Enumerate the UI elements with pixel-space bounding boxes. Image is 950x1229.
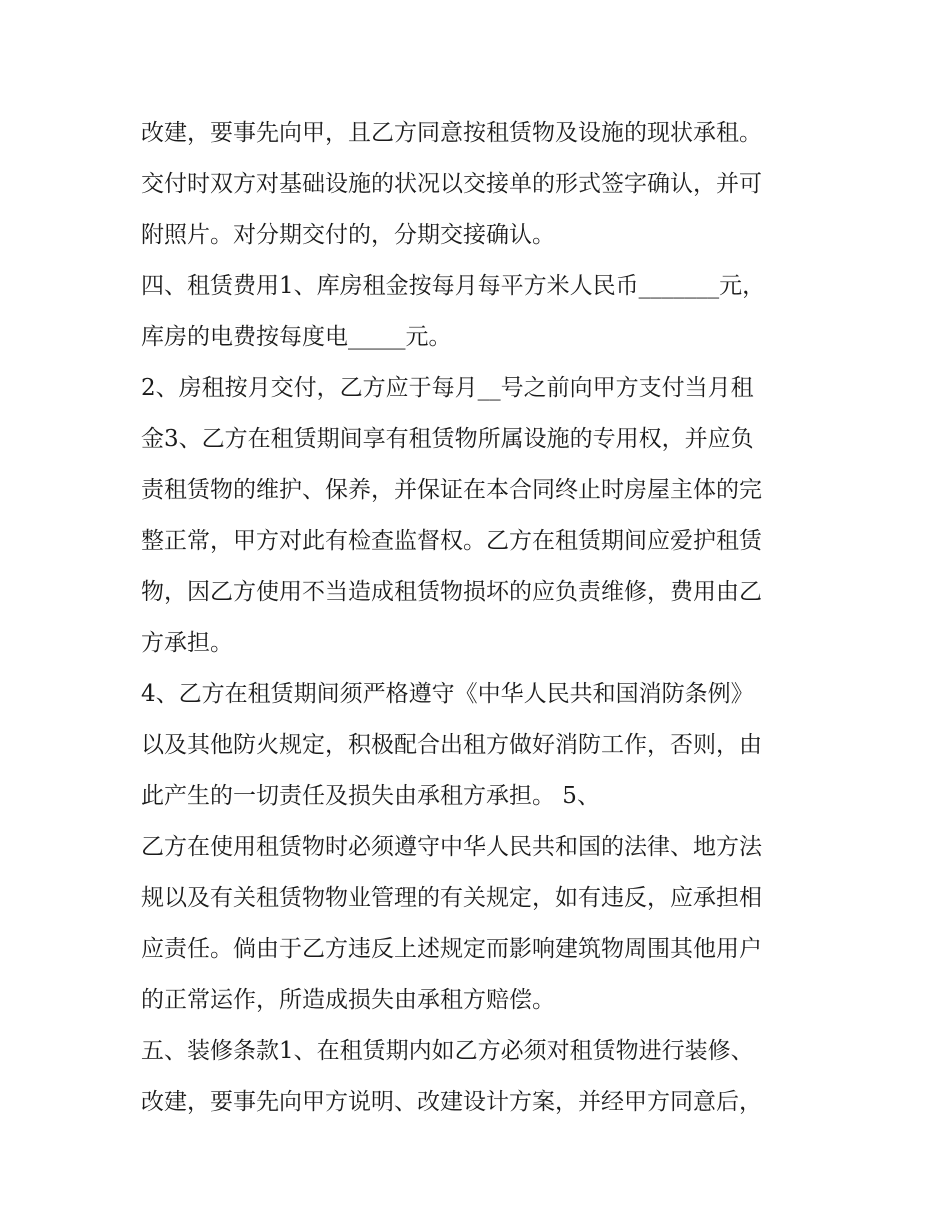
text-line: 乙方在使用租赁物时必须遵守中华人民共和国的法律、地方法 <box>141 834 762 860</box>
text-line: 整正常，甲方对此有检查监督权。乙方在租赁期间应爱护租赁 <box>141 528 762 554</box>
text-line: 规以及有关租赁物物业管理的有关规定，如有违反，应承担相 <box>141 885 762 911</box>
text-line: 四、租赁费用1、库房租金按每月每平方米人民币_______元， <box>141 273 766 299</box>
text-line: 的正常运作，所造成损失由承租方赔偿。 <box>141 987 555 1013</box>
text-line: 改建，要事先向甲，且乙方同意按租赁物及设施的现状承租。 <box>141 120 762 146</box>
text-line: 库房的电费按每度电_____元。 <box>141 324 452 350</box>
text-line: 方承担。 <box>141 630 233 656</box>
text-line: 物，因乙方使用不当造成租赁物损坏的应负责维修，费用由乙 <box>141 579 762 605</box>
text-line: 责租赁物的维护、保养，并保证在本合同终止时房屋主体的完 <box>141 477 762 503</box>
text-line: 4、乙方在租赁期间须严格遵守《中华人民共和国消防条例》 <box>141 681 754 707</box>
text-line: 五、装修条款1、在租赁期内如乙方必须对租赁物进行装修、 <box>141 1038 754 1064</box>
text-line: 应责任。倘由于乙方违反上述规定而影响建筑物周围其他用户 <box>141 936 762 962</box>
text-line: 2、房租按月交付，乙方应于每月__号之前向甲方支付当月租 <box>141 375 754 401</box>
text-line: 以及其他防火规定，积极配合出租方做好消防工作，否则，由 <box>141 732 762 758</box>
text-line: 此产生的一切责任及损失由承租方承担。 5、 <box>141 783 600 809</box>
text-line: 附照片。对分期交付的，分期交接确认。 <box>141 222 555 248</box>
text-line: 改建，要事先向甲方说明、改建设计方案，并经甲方同意后， <box>141 1089 762 1115</box>
text-line: 交付时双方对基础设施的状况以交接单的形式签字确认，并可 <box>141 171 762 197</box>
text-line: 金3、乙方在租赁期间享有租赁物所属设施的专用权，并应负 <box>141 426 754 452</box>
document-body <box>141 108 821 1128</box>
